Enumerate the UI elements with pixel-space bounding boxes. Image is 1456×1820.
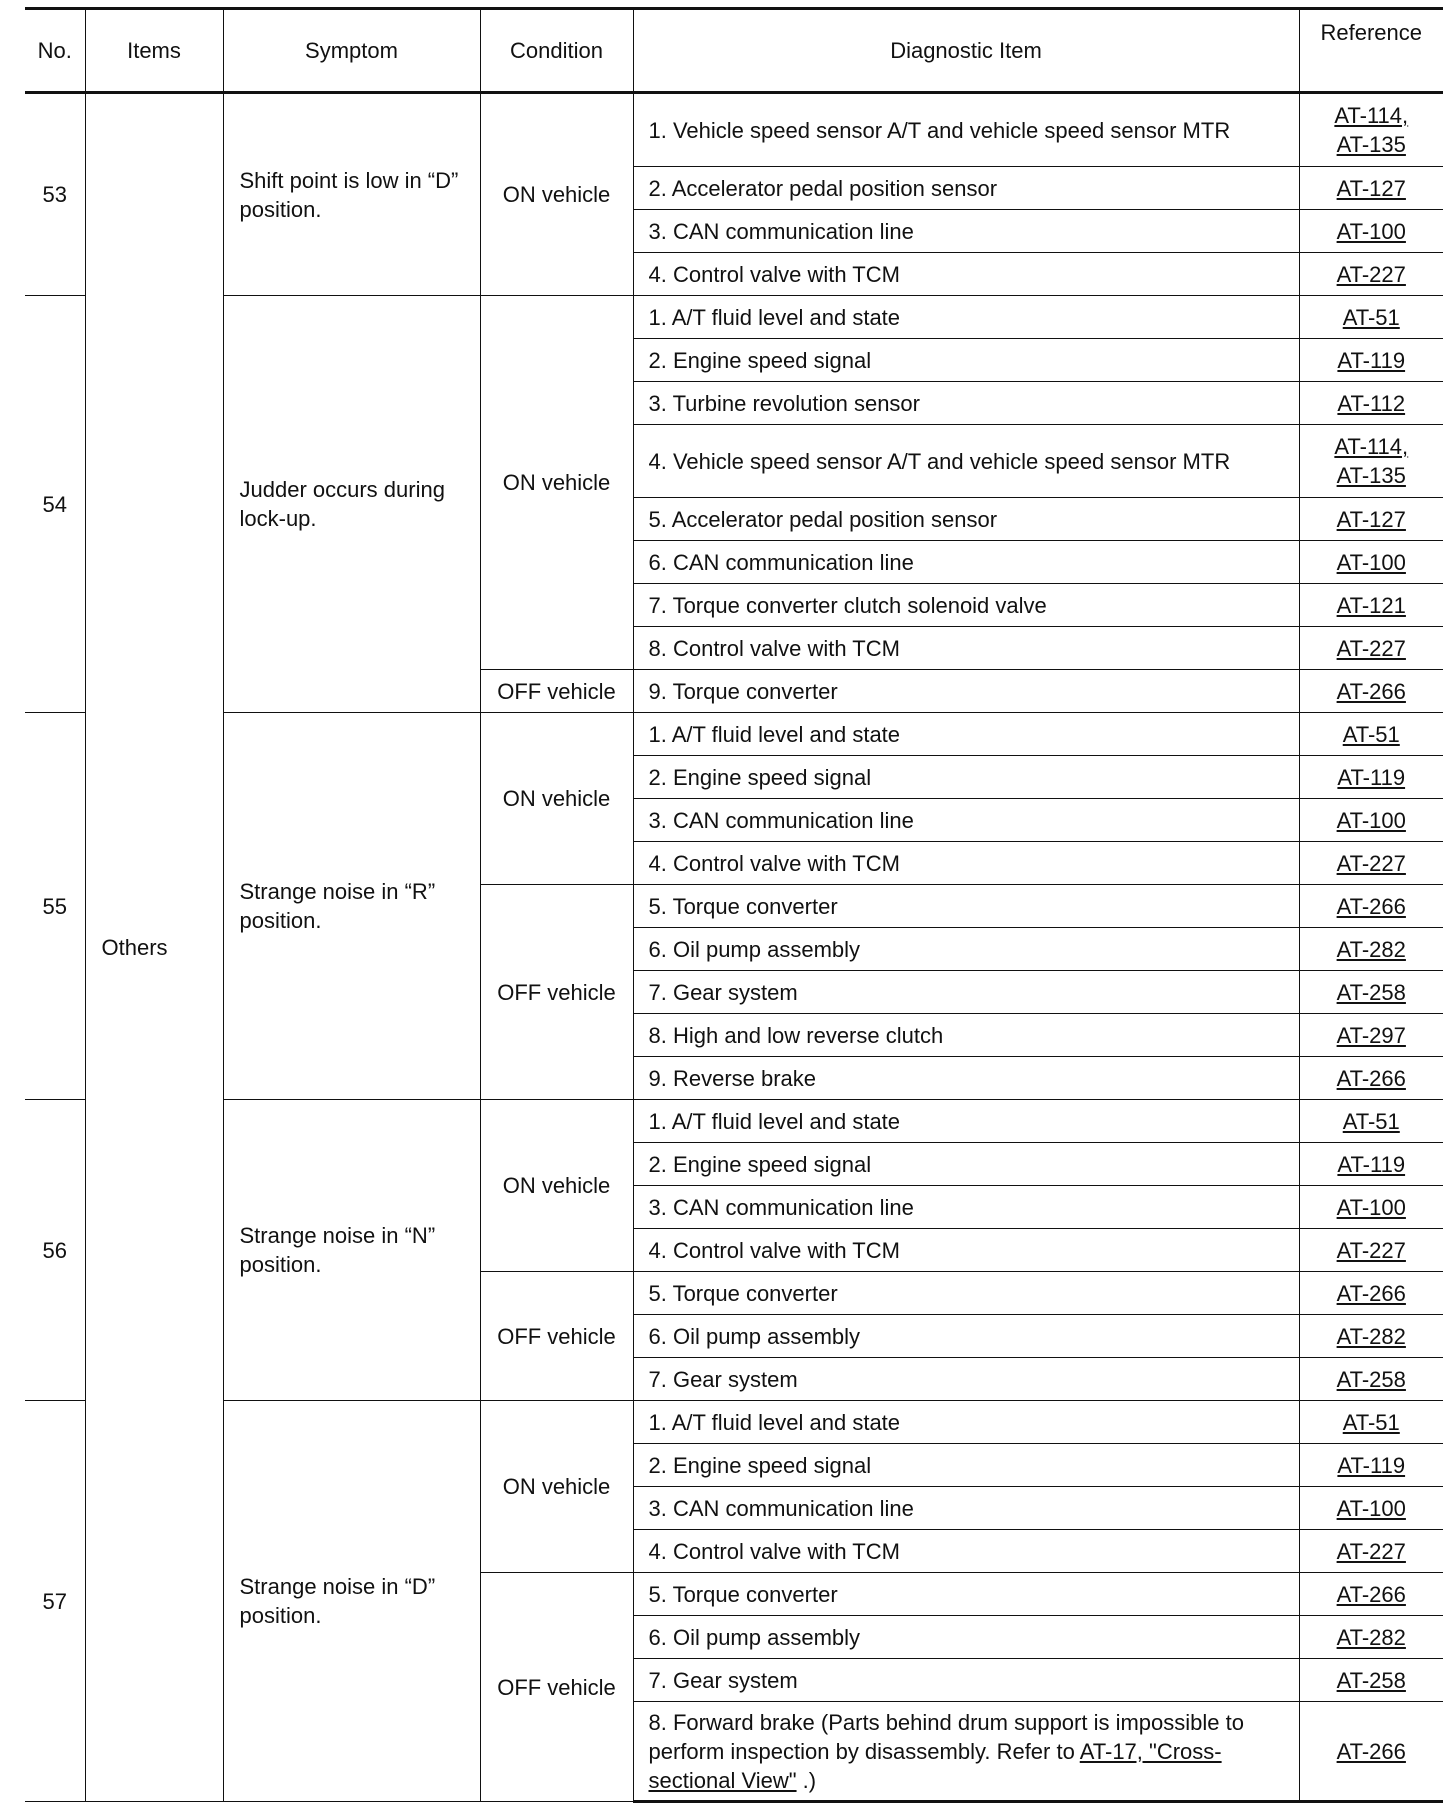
diagnostic-item-text: 1. A/T fluid level and state bbox=[648, 1409, 901, 1435]
reference-link[interactable]: AT-51 bbox=[1342, 721, 1400, 747]
cross-reference-link[interactable]: AT-17, "Cross-sectional View" bbox=[648, 1738, 1222, 1793]
diagnostic-item-text: 9. Reverse brake bbox=[648, 1065, 817, 1091]
reference-link[interactable]: AT-227 bbox=[1336, 261, 1406, 287]
reference-cell bbox=[1299, 425, 1443, 498]
condition-cell: OFF vehicle bbox=[480, 1272, 633, 1401]
diagnostic-item-text-end: .) bbox=[796, 1767, 817, 1793]
diagnostic-item-text: 7. Gear system bbox=[648, 979, 798, 1005]
diagnosis-table bbox=[25, 7, 1443, 1803]
condition-cell: ON vehicle bbox=[480, 93, 633, 296]
diagnostic-item-text: 1. A/T fluid level and state bbox=[648, 721, 901, 747]
diagnostic-item-text: 2. Accelerator pedal position sensor bbox=[648, 175, 998, 201]
diagnostic-item-cell bbox=[633, 93, 1299, 167]
diagnostic-item-cell bbox=[633, 1014, 1299, 1057]
table-row bbox=[25, 713, 1443, 756]
reference-cell bbox=[1299, 971, 1443, 1014]
reference-link[interactable]: AT-282 bbox=[1336, 1323, 1406, 1349]
diagnostic-item-text: 2. Engine speed signal bbox=[648, 347, 872, 373]
diagnostic-item-cell bbox=[633, 1057, 1299, 1100]
diagnostic-item-cell bbox=[633, 1702, 1299, 1802]
reference-link[interactable]: AT-135 bbox=[1336, 463, 1406, 488]
reference-cell bbox=[1299, 1057, 1443, 1100]
table-row bbox=[25, 296, 1443, 339]
reference-cell bbox=[1299, 1143, 1443, 1186]
diagnostic-item-text: 1. Vehicle speed sensor A/T and vehicle speed sensor MTR bbox=[648, 117, 1231, 143]
reference-link[interactable]: AT-266 bbox=[1336, 1280, 1406, 1306]
symptom-cell: Judder occurs during lock-up. bbox=[223, 296, 480, 713]
symptom-cell: Strange noise in “D” position. bbox=[223, 1401, 480, 1802]
reference-link[interactable]: AT-100 bbox=[1336, 549, 1406, 575]
diagnostic-item-text: 6. CAN communication line bbox=[648, 549, 914, 575]
diagnostic-item-cell bbox=[633, 1487, 1299, 1530]
reference-cell bbox=[1299, 842, 1443, 885]
header-items: Items bbox=[85, 9, 223, 93]
reference-cell bbox=[1299, 167, 1443, 210]
reference-link[interactable]: AT-127 bbox=[1336, 506, 1406, 532]
diagnostic-item-cell bbox=[633, 1143, 1299, 1186]
diagnostic-item-cell bbox=[633, 670, 1299, 713]
reference-link[interactable]: AT-266 bbox=[1336, 893, 1406, 919]
condition-cell: OFF vehicle bbox=[480, 1573, 633, 1802]
symptom-cell: Strange noise in “N” position. bbox=[223, 1100, 480, 1401]
reference-cell bbox=[1299, 1616, 1443, 1659]
row-number: 53 bbox=[25, 93, 85, 296]
reference-link[interactable]: AT-127 bbox=[1336, 175, 1406, 201]
diagnostic-item-text: 6. Oil pump assembly bbox=[648, 1624, 861, 1650]
diagnostic-item-cell bbox=[633, 1530, 1299, 1573]
diagnostic-item-text: 9. Torque converter bbox=[648, 678, 838, 704]
reference-cell bbox=[1299, 1272, 1443, 1315]
diagnostic-item-cell bbox=[633, 498, 1299, 541]
diagnostic-item-text: 4. Control valve with TCM bbox=[648, 261, 900, 287]
reference-link[interactable]: AT-266 bbox=[1336, 1738, 1406, 1764]
reference-link[interactable]: AT-114, bbox=[1334, 434, 1409, 459]
table-row bbox=[25, 1401, 1443, 1444]
reference-cell bbox=[1299, 1186, 1443, 1229]
diagnostic-item-text: 4. Control valve with TCM bbox=[648, 1538, 900, 1564]
diagnostic-item-text: 6. Oil pump assembly bbox=[648, 1323, 861, 1349]
reference-cell bbox=[1299, 1659, 1443, 1702]
condition-cell: ON vehicle bbox=[480, 296, 633, 670]
reference-cell bbox=[1299, 1229, 1443, 1272]
reference-link[interactable]: AT-121 bbox=[1336, 592, 1406, 618]
diagnostic-item-text: 3. CAN communication line bbox=[648, 218, 914, 244]
reference-link[interactable]: AT-112 bbox=[1337, 390, 1406, 416]
reference-link[interactable]: AT-258 bbox=[1336, 979, 1406, 1005]
diagnostic-item-text: 7. Gear system bbox=[648, 1366, 798, 1392]
diagnostic-item-cell bbox=[633, 1186, 1299, 1229]
diagnostic-item-cell bbox=[633, 799, 1299, 842]
reference-cell bbox=[1299, 756, 1443, 799]
reference-cell bbox=[1299, 296, 1443, 339]
reference-cell bbox=[1299, 1487, 1443, 1530]
diagnostic-item-text: 2. Engine speed signal bbox=[648, 1452, 872, 1478]
diagnostic-item-cell bbox=[633, 1358, 1299, 1401]
diagnostic-item-text: 4. Vehicle speed sensor A/T and vehicle speed sensor MTR bbox=[648, 448, 1231, 474]
diagnostic-item-text: 1. A/T fluid level and state bbox=[648, 1108, 901, 1134]
diagnostic-item-text: 7. Gear system bbox=[648, 1667, 798, 1693]
diagnostic-item-text: 2. Engine speed signal bbox=[648, 764, 872, 790]
reference-link[interactable]: AT-51 bbox=[1342, 304, 1400, 330]
symptom-cell: Strange noise in “R” position. bbox=[223, 713, 480, 1100]
reference-link[interactable]: AT-297 bbox=[1336, 1022, 1406, 1048]
reference-cell bbox=[1299, 498, 1443, 541]
condition-cell: ON vehicle bbox=[480, 713, 633, 885]
condition-cell: OFF vehicle bbox=[480, 670, 633, 713]
reference-link[interactable]: AT-119 bbox=[1337, 764, 1406, 790]
reference-link[interactable]: AT-51 bbox=[1342, 1409, 1400, 1435]
header-diagnostic-item: Diagnostic Item bbox=[633, 9, 1299, 93]
diagnostic-item-cell bbox=[633, 253, 1299, 296]
reference-link[interactable]: AT-258 bbox=[1336, 1667, 1406, 1693]
diagnostic-item-cell bbox=[633, 971, 1299, 1014]
diagnostic-item-cell bbox=[633, 1659, 1299, 1702]
diagnostic-item-cell bbox=[633, 928, 1299, 971]
diagnostic-item-text: 8. Forward brake (Parts behind drum support is impossible to perform inspection by disassembly. Refer to bbox=[648, 1709, 1244, 1764]
diagnostic-item-text: 7. Torque converter clutch solenoid valve bbox=[648, 592, 1047, 618]
reference-link[interactable]: AT-266 bbox=[1336, 678, 1406, 704]
diagnostic-item-text: 8. High and low reverse clutch bbox=[648, 1022, 944, 1048]
diagnostic-item-cell bbox=[633, 584, 1299, 627]
diagnostic-item-cell bbox=[633, 1444, 1299, 1487]
reference-link[interactable]: AT-100 bbox=[1336, 1194, 1406, 1220]
reference-cell bbox=[1299, 1702, 1443, 1802]
diagnosis-table-container bbox=[25, 7, 1443, 1803]
reference-link[interactable]: AT-114, bbox=[1334, 103, 1409, 128]
reference-cell bbox=[1299, 253, 1443, 296]
row-number: 57 bbox=[25, 1401, 85, 1802]
reference-link[interactable]: AT-227 bbox=[1336, 1237, 1406, 1263]
diagnostic-item-cell bbox=[633, 713, 1299, 756]
diagnostic-item-cell bbox=[633, 296, 1299, 339]
diagnostic-item-text: 3. CAN communication line bbox=[648, 1495, 914, 1521]
condition-cell: ON vehicle bbox=[480, 1100, 633, 1272]
reference-cell bbox=[1299, 1573, 1443, 1616]
reference-cell bbox=[1299, 584, 1443, 627]
diagnostic-item-text: 3. Turbine revolution sensor bbox=[648, 390, 920, 416]
reference-link[interactable]: AT-100 bbox=[1336, 807, 1406, 833]
row-number: 54 bbox=[25, 296, 85, 713]
diagnostic-item-cell bbox=[633, 425, 1299, 498]
diagnostic-item-text: 5. Torque converter bbox=[648, 1581, 838, 1607]
diagnostic-item-cell bbox=[633, 1616, 1299, 1659]
diagnostic-item-text: 3. CAN communication line bbox=[648, 807, 914, 833]
reference-link[interactable]: AT-135 bbox=[1336, 132, 1406, 157]
reference-link[interactable]: AT-258 bbox=[1336, 1366, 1406, 1392]
reference-cell bbox=[1299, 1100, 1443, 1143]
reference-link[interactable]: AT-119 bbox=[1337, 347, 1406, 373]
diagnostic-item-cell bbox=[633, 627, 1299, 670]
reference-cell bbox=[1299, 928, 1443, 971]
reference-cell bbox=[1299, 541, 1443, 584]
diagnostic-item-cell bbox=[633, 1401, 1299, 1444]
reference-cell bbox=[1299, 1358, 1443, 1401]
reference-cell bbox=[1299, 1444, 1443, 1487]
reference-link[interactable]: AT-266 bbox=[1336, 1581, 1406, 1607]
diagnostic-item-text: 2. Engine speed signal bbox=[648, 1151, 872, 1177]
diagnostic-item-cell bbox=[633, 210, 1299, 253]
reference-cell bbox=[1299, 210, 1443, 253]
table-row bbox=[25, 1100, 1443, 1143]
diagnostic-item-cell bbox=[633, 1272, 1299, 1315]
diagnostic-item-cell bbox=[633, 885, 1299, 928]
diagnostic-item-text: 5. Torque converter bbox=[648, 893, 838, 919]
reference-link[interactable]: AT-227 bbox=[1336, 850, 1406, 876]
reference-cell bbox=[1299, 382, 1443, 425]
reference-cell bbox=[1299, 339, 1443, 382]
diagnostic-item-cell bbox=[633, 1315, 1299, 1358]
diagnostic-item-cell bbox=[633, 1100, 1299, 1143]
header-no: No. bbox=[25, 9, 85, 93]
diagnostic-item-text: 1. A/T fluid level and state bbox=[648, 304, 901, 330]
diagnostic-item-text: 4. Control valve with TCM bbox=[648, 1237, 900, 1263]
reference-link[interactable]: AT-227 bbox=[1336, 1538, 1406, 1564]
reference-link[interactable]: AT-51 bbox=[1342, 1108, 1400, 1134]
diagnostic-item-cell bbox=[633, 1573, 1299, 1616]
reference-link[interactable]: AT-100 bbox=[1336, 218, 1406, 244]
reference-link[interactable]: AT-119 bbox=[1337, 1452, 1406, 1478]
diagnostic-item-cell bbox=[633, 756, 1299, 799]
reference-cell bbox=[1299, 93, 1443, 167]
diagnostic-item-cell bbox=[633, 382, 1299, 425]
reference-cell bbox=[1299, 1315, 1443, 1358]
header-symptom: Symptom bbox=[223, 9, 480, 93]
reference-cell bbox=[1299, 885, 1443, 928]
diagnostic-item-text: 5. Accelerator pedal position sensor bbox=[648, 506, 998, 532]
diagnostic-item-cell bbox=[633, 339, 1299, 382]
table-body bbox=[25, 93, 1443, 1802]
table-row bbox=[25, 93, 1443, 167]
row-number: 56 bbox=[25, 1100, 85, 1401]
row-number: 55 bbox=[25, 713, 85, 1100]
reference-link[interactable]: AT-282 bbox=[1336, 936, 1406, 962]
reference-link[interactable]: AT-100 bbox=[1336, 1495, 1406, 1521]
diagnostic-item-text: 3. CAN communication line bbox=[648, 1194, 914, 1220]
diagnostic-item-cell bbox=[633, 541, 1299, 584]
diagnostic-item-text: 5. Torque converter bbox=[648, 1280, 838, 1306]
header-condition: Condition bbox=[480, 9, 633, 93]
reference-link[interactable]: AT-282 bbox=[1336, 1624, 1406, 1650]
reference-cell bbox=[1299, 1401, 1443, 1444]
header-reference: Reference bbox=[1299, 9, 1443, 93]
reference-link[interactable]: AT-266 bbox=[1336, 1065, 1406, 1091]
diagnostic-item-text: 6. Oil pump assembly bbox=[648, 936, 861, 962]
reference-link[interactable]: AT-119 bbox=[1337, 1151, 1406, 1177]
diagnostic-item-cell bbox=[633, 1229, 1299, 1272]
diagnostic-item-text: 4. Control valve with TCM bbox=[648, 850, 900, 876]
items-cell: Others bbox=[85, 93, 223, 1802]
condition-cell: OFF vehicle bbox=[480, 885, 633, 1100]
symptom-cell: Shift point is low in “D” position. bbox=[223, 93, 480, 296]
reference-cell bbox=[1299, 1014, 1443, 1057]
reference-cell bbox=[1299, 713, 1443, 756]
diagnostic-item-text: 8. Control valve with TCM bbox=[648, 635, 900, 661]
reference-cell bbox=[1299, 627, 1443, 670]
header-row bbox=[25, 9, 1443, 93]
diagnostic-item-cell bbox=[633, 842, 1299, 885]
reference-link[interactable]: AT-227 bbox=[1336, 635, 1406, 661]
reference-cell bbox=[1299, 799, 1443, 842]
diagnostic-item-cell bbox=[633, 167, 1299, 210]
condition-cell: ON vehicle bbox=[480, 1401, 633, 1573]
reference-cell bbox=[1299, 1530, 1443, 1573]
reference-cell bbox=[1299, 670, 1443, 713]
